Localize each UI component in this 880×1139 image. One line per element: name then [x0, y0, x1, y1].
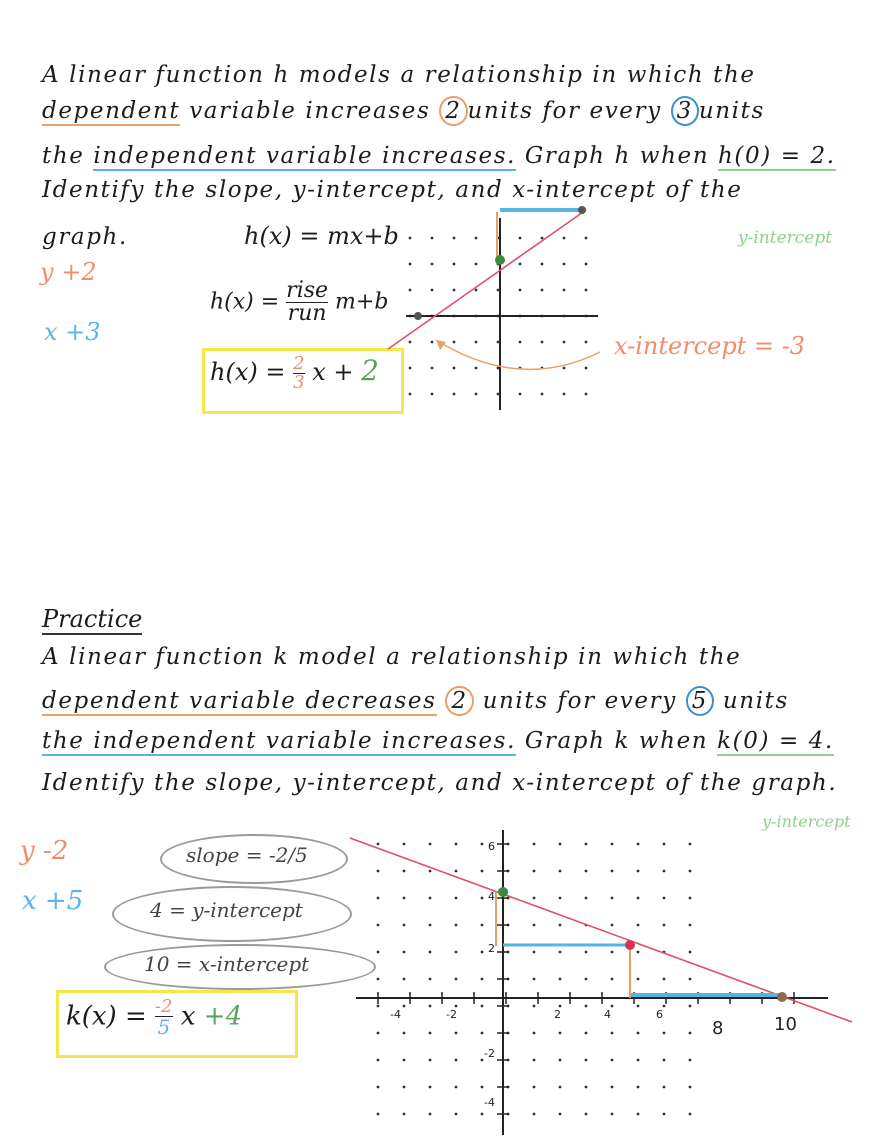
grid-dot — [481, 1032, 484, 1035]
grid-dot — [585, 1059, 588, 1062]
margin-run: x +3 — [44, 318, 101, 346]
grid-dot — [481, 1005, 484, 1008]
numerator: rise — [286, 278, 329, 303]
grid-dot — [533, 1005, 536, 1008]
grid-dot — [689, 1005, 692, 1008]
grid-dot — [403, 1005, 406, 1008]
grid-dot — [403, 1113, 406, 1116]
tick-label: 6 — [656, 1008, 663, 1021]
grid-dot — [689, 870, 692, 873]
practice-line1: A linear function k model a relationship in which the — [42, 644, 742, 670]
tick-label: -2 — [484, 1047, 495, 1060]
intercept-value: +4 — [203, 1001, 243, 1032]
margin-rise: y +2 — [40, 258, 97, 286]
grid-dot — [455, 1086, 458, 1089]
grid-dot — [403, 1086, 406, 1089]
text: variable increases — [180, 98, 440, 124]
grid-dot — [377, 1005, 380, 1008]
initial-value: k(0) = 4. — [717, 728, 834, 754]
grid-dot — [403, 1032, 406, 1035]
grid-dot — [611, 978, 614, 981]
xint-label-1: x-intercept = -3 — [614, 332, 806, 360]
xint-text: 10 = x-intercept — [144, 952, 310, 976]
tick-label: -4 — [390, 1008, 401, 1021]
tick-label: -2 — [446, 1008, 457, 1021]
grid-dot — [533, 1113, 536, 1116]
grid-dot — [611, 1113, 614, 1116]
denominator: 5 — [157, 1015, 171, 1039]
grid-dot — [429, 1032, 432, 1035]
x-intercept-point-2 — [777, 992, 787, 1002]
grid-dot — [689, 951, 692, 954]
grid-dot — [429, 870, 432, 873]
grid-dot — [377, 924, 380, 927]
grid-dot — [637, 1059, 640, 1062]
grid-dot — [559, 843, 562, 846]
grid-dot — [689, 924, 692, 927]
grid-dot — [663, 1086, 666, 1089]
grid-dot — [455, 897, 458, 900]
grid-dot — [429, 951, 432, 954]
grid-dot — [481, 897, 484, 900]
grid-dot — [637, 870, 640, 873]
text: units — [722, 688, 789, 714]
grid-dot — [663, 1113, 666, 1116]
slope-text: slope = -2/5 — [186, 843, 308, 867]
text: x — [180, 1001, 196, 1032]
grid-dot — [429, 897, 432, 900]
grid-dot — [455, 1113, 458, 1116]
grid-dot — [533, 924, 536, 927]
grid-dot — [611, 843, 614, 846]
grid-dot — [455, 951, 458, 954]
grid-dot — [585, 1005, 588, 1008]
grid-dot — [533, 978, 536, 981]
grid-dot — [403, 843, 406, 846]
run-circle: 3 — [671, 96, 699, 126]
text: units for every — [467, 98, 671, 124]
grid-dot — [611, 1059, 614, 1062]
y-intercept-point-2 — [498, 887, 508, 897]
grid-dot — [585, 1086, 588, 1089]
grid-dot — [559, 1059, 562, 1062]
grid-dot — [663, 870, 666, 873]
grid-dot — [455, 1059, 458, 1062]
grid-dot — [377, 897, 380, 900]
yint-text: 4 = y-intercept — [150, 898, 303, 922]
grid-dot — [429, 1005, 432, 1008]
grid-dot — [377, 1113, 380, 1116]
grid-dot — [559, 897, 562, 900]
tick-label: 10 — [774, 1014, 797, 1035]
grid-dot — [481, 1113, 484, 1116]
grid-dot — [663, 897, 666, 900]
grid-dot — [559, 951, 562, 954]
grid-dot — [533, 897, 536, 900]
text: m+b — [335, 289, 389, 315]
rise-circle: 2 — [439, 96, 467, 126]
grid-dot — [611, 924, 614, 927]
text: h(x) = — [210, 289, 280, 315]
grid-dot — [403, 870, 406, 873]
grid-dot — [481, 1059, 484, 1062]
grid-dot — [689, 1113, 692, 1116]
grid-dot — [429, 924, 432, 927]
grid-dot — [585, 897, 588, 900]
grid-dot — [663, 1059, 666, 1062]
grid-dot — [481, 978, 484, 981]
tick-labels-2 — [390, 840, 797, 1109]
grid-dot — [559, 1032, 562, 1035]
grid-dot — [481, 951, 484, 954]
independent-phrase: the independent variable increases. — [42, 728, 516, 754]
text: Graph h when — [516, 143, 719, 169]
grid-dot — [637, 843, 640, 846]
grid-dot — [377, 870, 380, 873]
tick-label: -4 — [484, 1096, 495, 1109]
tick-label: 4 — [604, 1008, 611, 1021]
grid-dot — [429, 978, 432, 981]
margin-rise-2: y -2 — [20, 836, 69, 866]
yint-label-1: y-intercept — [738, 228, 833, 248]
grid-dot — [585, 843, 588, 846]
text: units — [698, 98, 765, 124]
grid-dot — [403, 951, 406, 954]
grid-dot — [585, 951, 588, 954]
grid-dot — [559, 924, 562, 927]
grid-dot — [533, 843, 536, 846]
grid-dot — [637, 924, 640, 927]
grid-dot — [637, 1005, 640, 1008]
denominator: 3 — [293, 372, 305, 393]
grid-dot — [611, 951, 614, 954]
grid-dot — [637, 897, 640, 900]
grid-dot — [455, 978, 458, 981]
grid-dot — [689, 1086, 692, 1089]
grid-dot — [377, 1086, 380, 1089]
grid-dot — [611, 1005, 614, 1008]
text: the — [42, 143, 94, 169]
grid-dot — [533, 1032, 536, 1035]
grid-dot — [611, 1032, 614, 1035]
grid-dot — [533, 951, 536, 954]
text: units for every — [482, 688, 677, 714]
grid-dot — [559, 870, 562, 873]
grid-dot — [559, 1005, 562, 1008]
grid-dot — [403, 978, 406, 981]
grid-dot — [559, 978, 562, 981]
grid-dot — [455, 870, 458, 873]
slope-intercept-formula: h(x) = mx+b — [244, 222, 399, 250]
grid-dot — [429, 1059, 432, 1062]
independent-phrase: independent variable increases. — [93, 143, 517, 169]
grid-dot — [377, 1059, 380, 1062]
text: k(x) = — [66, 1001, 147, 1032]
grid-dot — [585, 1032, 588, 1035]
grid-dot — [689, 1032, 692, 1035]
initial-value: h(0) = 2. — [718, 143, 836, 169]
grid-dots-2 — [377, 843, 692, 1116]
grid-dot — [533, 1059, 536, 1062]
grid-dot — [559, 1086, 562, 1089]
grid-dot — [481, 924, 484, 927]
grid-dot — [403, 897, 406, 900]
tick-label: 6 — [488, 840, 495, 853]
grid-dot — [403, 1059, 406, 1062]
intercept-value: 2 — [361, 354, 379, 387]
grid-dot — [611, 870, 614, 873]
grid-dot — [689, 1059, 692, 1062]
tick-label: 2 — [488, 942, 495, 955]
rise-circle: 2 — [445, 686, 473, 716]
grid-dot — [611, 897, 614, 900]
grid-dot — [689, 843, 692, 846]
grid-dot — [637, 1086, 640, 1089]
grid-dot — [533, 1086, 536, 1089]
practice-line4: Identify the slope, y-intercept, and x-intercept of the graph. — [42, 770, 838, 796]
grid-dot — [429, 1113, 432, 1116]
grid-dot — [585, 870, 588, 873]
yint-label-2: y-intercept — [762, 812, 851, 831]
grid-dot — [481, 843, 484, 846]
grid-dot — [559, 1113, 562, 1116]
numerator: 2 — [293, 353, 305, 374]
dependent-phrase: dependent variable decreases — [42, 688, 437, 714]
problem1-line1: A linear function h models a relationship in which the — [42, 62, 756, 88]
practice-heading: Practice — [42, 605, 143, 633]
grid-dot — [663, 978, 666, 981]
denominator: run — [287, 301, 327, 326]
grid-dot — [663, 924, 666, 927]
grid-dot — [663, 1005, 666, 1008]
grid-dot — [481, 870, 484, 873]
grid-dot — [377, 978, 380, 981]
second-point-2 — [625, 940, 635, 950]
text: x + — [312, 358, 354, 386]
grid-dot — [377, 951, 380, 954]
grid-dot — [663, 1032, 666, 1035]
numerator: -2 — [155, 996, 173, 1017]
grid-dot — [611, 1086, 614, 1089]
run-circle: 5 — [686, 686, 714, 716]
grid-dot — [637, 978, 640, 981]
grid-dot — [585, 1113, 588, 1116]
grid-dot — [429, 1086, 432, 1089]
grid-dot — [637, 1032, 640, 1035]
text: Graph k when — [516, 728, 718, 754]
grid-dot — [663, 843, 666, 846]
grid-dot — [533, 870, 536, 873]
grid-dot — [455, 1005, 458, 1008]
grid-dot — [585, 978, 588, 981]
grid-dot — [429, 843, 432, 846]
margin-run-2: x +5 — [22, 886, 84, 916]
grid-dot — [689, 897, 692, 900]
grid-dot — [455, 924, 458, 927]
grid-dot — [637, 1113, 640, 1116]
grid-dot — [637, 951, 640, 954]
grid-dot — [377, 1032, 380, 1035]
grid-dot — [403, 924, 406, 927]
grid-dot — [689, 978, 692, 981]
grid-dot — [377, 843, 380, 846]
grid-dot — [481, 1086, 484, 1089]
tick-label: 2 — [554, 1008, 561, 1021]
dependent-word: dependent — [42, 98, 181, 124]
problem1-line4: Identify the slope, y-intercept, and x-intercept of the — [42, 177, 743, 203]
problem1-line5: graph. — [42, 224, 128, 250]
text: h(x) = — [210, 358, 286, 386]
grid-dot — [455, 1032, 458, 1035]
grid-dot — [455, 843, 458, 846]
tick-label: 8 — [712, 1018, 724, 1039]
tick-label: 4 — [488, 890, 495, 903]
